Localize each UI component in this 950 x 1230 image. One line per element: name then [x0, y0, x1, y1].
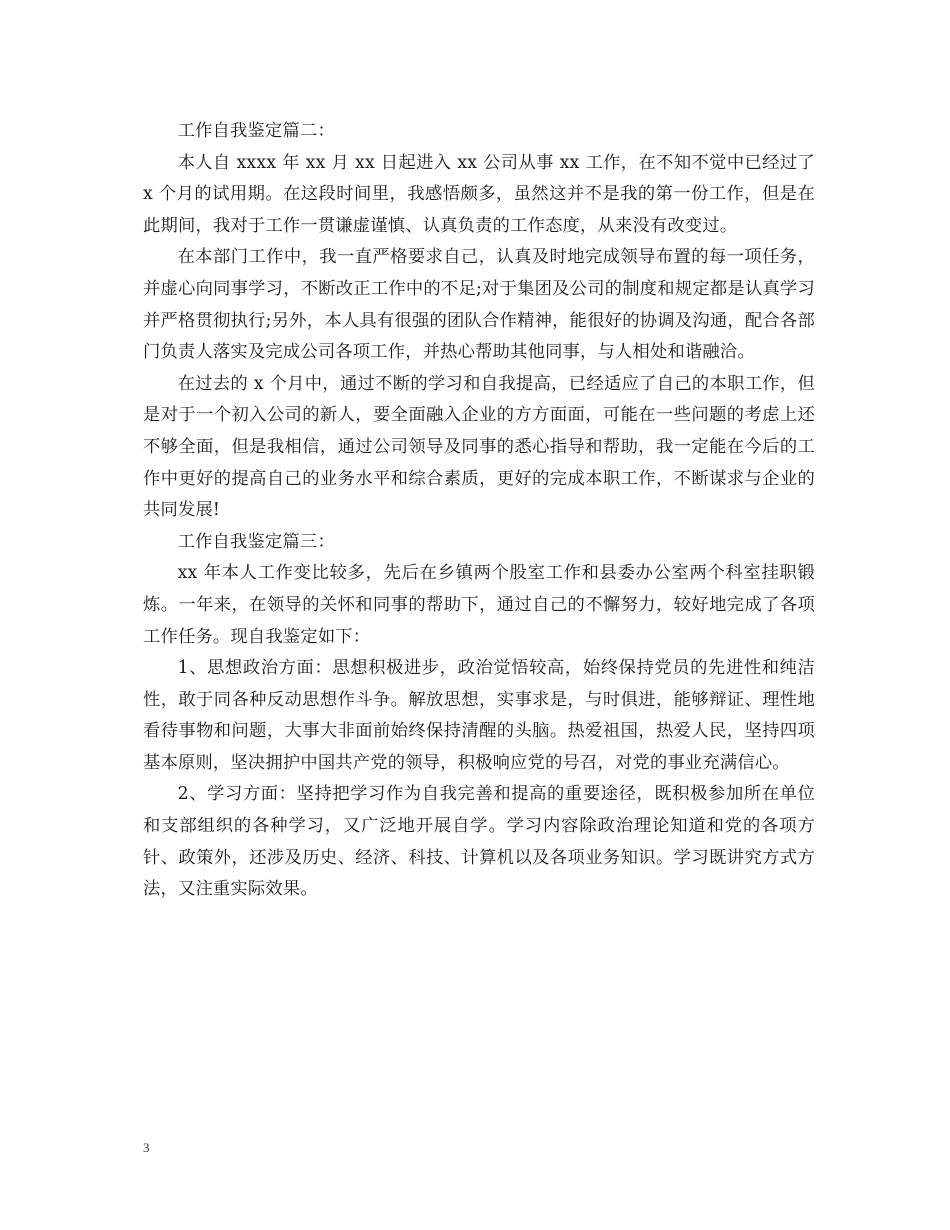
section-2-paragraph-2: 在本部门工作中，我一直严格要求自己，认真及时地完成领导布置的每一项任务，并虚心向同事学习，不断改正工作中的不足;对于集团及公司的制度和规定都是认真学习并严格贯彻执行;另外，本人具有很强的团队合作精神，能很好的协调及沟通，配合各部门负责人落实及完成公司各项工作，并热心帮助其他同事，与人相处和谐融洽。: [143, 247, 815, 363]
section-3-paragraph-1: xx 年本人工作变比较多，先后在乡镇两个股室工作和县委办公室两个科室挂职锻炼。一年来，在领导的关怀和同事的帮助下，通过自己的不懈努力，较好地完成了各项工作任务。现自我鉴定如下：: [143, 563, 815, 647]
page-number: 3: [143, 1140, 150, 1155]
section-2-paragraph-1: 本人自 xxxx 年 xx 月 xx 日起进入 xx 公司从事 xx 工作，在不知不觉中已经过了 x 个月的试用期。在这段时间里，我感悟颇多，虽然这并不是我的第一份工作，但是在此期间，我对于工作一贯谦虚谨慎、认真负责的工作态度，从来没有改变过。: [143, 152, 815, 236]
section-2-paragraph-3: 在过去的 x 个月中，通过不断的学习和自我提高，已经适应了自己的本职工作，但是对于一个初入公司的新人，要全面融入企业的方方面面，可能在一些问题的考虑上还不够全面，但是我相信，通过公司领导及同事的悉心指导和帮助，我一定能在今后的工作中更好的提高自己的业务水平和综合素质，更好的完成本职工作，不断谋求与企业的共同发展!: [143, 373, 815, 521]
section-3-paragraph-3: 2、学习方面：坚持把学习作为自我完善和提高的重要途径，既积极参加所在单位和支部组织的各种学习，又广泛地开展自学。学习内容除政治理论知道和党的各项方针、政策外，还涉及历史、经济、科技、计算机以及各项业务知识。学习既讲究方式方法，又注重实际效果。: [143, 784, 815, 900]
section-3-heading: 工作自我鉴定篇三：: [177, 531, 335, 552]
section-2-heading: 工作自我鉴定篇二：: [177, 121, 335, 141]
document-body: [143, 116, 815, 906]
section-3-paragraph-2: 1、思想政治方面：思想积极进步，政治觉悟较高，始终保持党员的先进性和纯洁性，敢于同各种反动思想作斗争。解放思想，实事求是，与时俱进，能够辩证、理性地看待事物和问题，大事大非面前始终保持清醒的头脑。热爱祖国，热爱人民，坚持四项基本原则，坚决拥护中国共产党的领导，积极响应党的号召，对党的事业充满信心。: [143, 658, 815, 773]
